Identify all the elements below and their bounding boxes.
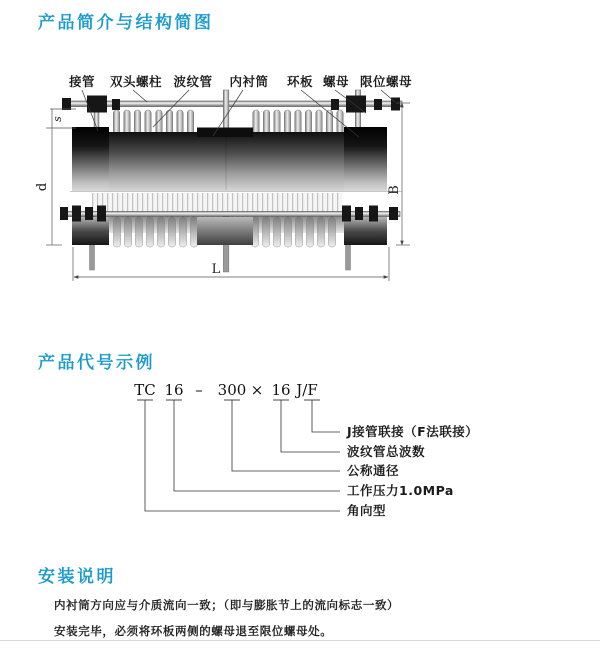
code-segment-dash: – [195, 381, 203, 399]
code-connectors [145, 400, 340, 511]
dim-label-B: B [387, 185, 402, 195]
part-label-ring-plate: 环板 [286, 74, 314, 89]
code-segment-diameter: 300 [217, 381, 247, 399]
expansion-joint-rendering [60, 90, 402, 272]
install-instruction-line-2: 安装完毕，必须将环板两侧的螺母退至限位螺母处。 [54, 624, 333, 638]
bottom-divider [0, 640, 600, 641]
code-explanation-pressure: 工作压力1.0MPa [347, 483, 454, 498]
code-segment-waves: 16 [271, 381, 291, 399]
code-explanation-diameter: 公称通径 [347, 463, 400, 478]
structure-diagram [20, 60, 440, 310]
section-title-install: 安装说明 [38, 567, 116, 587]
section-title-product-code: 产品代号示例 [38, 353, 155, 373]
code-explanation-waves: 波纹管总波数 [347, 444, 426, 459]
part-label-inner-liner: 内衬筒 [229, 74, 269, 89]
code-segment-times: × [250, 381, 264, 399]
stud-upper-center [223, 90, 229, 133]
product-code-diagram [0, 378, 600, 528]
dim-label-s: s [51, 116, 64, 122]
liner-collar [197, 128, 253, 138]
code-segment-pressure: 16 [164, 381, 184, 399]
section-title-intro: 产品简介与结构简图 [38, 13, 214, 33]
install-instruction-line-1: 内衬筒方向应与介质流向一致；（即与膨胀节上的流向标志一致） [54, 598, 400, 612]
code-explanation-connection: J接管联接（F法联接） [347, 424, 479, 439]
part-label-nut: 螺母 [322, 74, 350, 89]
part-label-limit-nut: 限位螺母 [359, 74, 413, 89]
part-label-connecting-pipe: 接管 [68, 74, 96, 89]
code-explanation-type: 角向型 [347, 503, 387, 518]
code-segment-connection: J/F [296, 381, 318, 399]
end-cap-right [344, 127, 387, 191]
part-label-double-stud: 双头螺柱 [109, 74, 163, 89]
part-label-bellows: 波纹管 [173, 74, 213, 89]
code-segment-type: TC [134, 381, 156, 399]
dim-label-L: L [211, 262, 221, 277]
end-cap-left [72, 127, 109, 191]
dim-label-d: d [35, 182, 50, 192]
